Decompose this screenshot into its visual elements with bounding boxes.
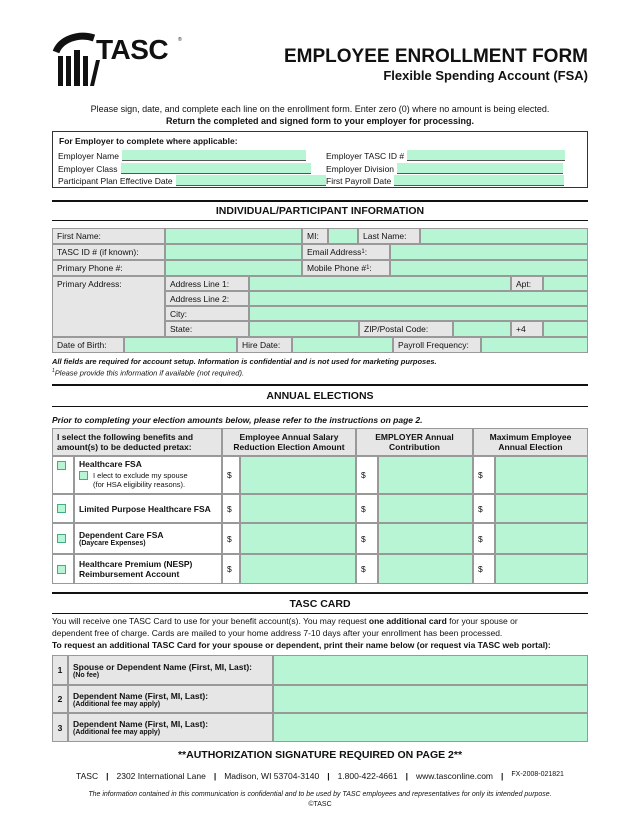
healthcare-fsa-employer-currency: $	[356, 456, 378, 494]
page-title: EMPLOYEE ENROLLMENT FORM	[284, 46, 588, 67]
card-text-2: dependent free of charge. Cards are mailed to your home address 7-10 days after your enrollment has been processed.	[52, 628, 503, 638]
nesp-checkbox[interactable]	[57, 565, 66, 574]
card-row-3-label: Dependent Name (First, MI, Last):	[73, 719, 209, 729]
healthcare-fsa-employee-amount[interactable]	[240, 456, 356, 494]
apt-label: Apt:	[511, 276, 543, 291]
col-employee-line2: Reduction Election Amount	[233, 442, 345, 452]
nesp-employer-currency: $	[356, 554, 378, 584]
dependent-care-maximum-currency: $	[473, 523, 495, 554]
col-benefits-line2: amount(s) to be deducted pretax:	[57, 442, 192, 452]
employer-heading: For Employer to complete where applicable:	[59, 136, 238, 146]
nesp-employee-currency: $	[222, 554, 240, 584]
employer-name-label: Employer Name	[58, 151, 119, 161]
dob-field[interactable]	[124, 337, 237, 353]
address-line1-field[interactable]	[249, 276, 511, 291]
card-row-2-label: Dependent Name (First, MI, Last):	[73, 690, 209, 701]
card-rule	[52, 592, 588, 594]
apt-field[interactable]	[543, 276, 588, 291]
state-field[interactable]	[249, 321, 359, 337]
dependent-care-label-cell	[74, 523, 222, 554]
employer-class-row	[58, 163, 311, 174]
employer-class-label: Employer Class	[58, 164, 118, 174]
address-line2-field[interactable]	[249, 291, 588, 306]
elections-col-maximum	[473, 428, 588, 456]
col-employee-line1: Employee Annual Salary	[239, 432, 339, 442]
employer-name-row	[58, 150, 306, 161]
employer-class-field[interactable]	[121, 163, 311, 174]
card-row-2-label-cell	[68, 685, 273, 713]
dependent-care-checkbox[interactable]	[57, 534, 66, 543]
address-line1-label: Address Line 1:	[165, 276, 249, 291]
healthcare-fsa-maximum-currency: $	[473, 456, 495, 494]
footer-address: 2302 International Lane	[116, 771, 206, 781]
exclude-spouse-checkbox[interactable]	[79, 471, 88, 480]
healthcare-fsa-label: Healthcare FSA	[79, 459, 142, 469]
first-payroll-date-row	[326, 175, 564, 186]
limited-fsa-label: Limited Purpose Healthcare FSA	[74, 494, 222, 523]
footer-phone: 1.800-422-4661	[337, 771, 398, 781]
first-payroll-date-label: First Payroll Date	[326, 176, 392, 186]
address-line2-label: Address Line 2:	[165, 291, 249, 306]
page-subtitle: Flexible Spending Account (FSA)	[383, 68, 588, 83]
dependent-care-label: Dependent Care FSA	[79, 530, 164, 540]
hire-date-field[interactable]	[292, 337, 393, 353]
nesp-employee-amount[interactable]	[240, 554, 356, 584]
col-employer-line2: Contribution	[389, 442, 440, 452]
limited-fsa-employer-currency: $	[356, 494, 378, 523]
card-text-1b: one additional card	[368, 616, 447, 626]
first-payroll-date-field[interactable]	[394, 175, 564, 186]
elections-rule	[52, 384, 588, 386]
card-row-3-label-cell	[68, 713, 273, 742]
city-field[interactable]	[249, 306, 588, 321]
elections-section-title: ANNUAL ELECTIONS	[266, 390, 374, 402]
nesp-sublabel: Reimbursement Account	[79, 569, 180, 579]
healthcare-fsa-employee-currency: $	[222, 456, 240, 494]
card-row-1-sublabel: (No fee)	[73, 671, 100, 679]
zip-label: ZIP/Postal Code:	[359, 321, 453, 337]
dependent-care-employee-amount[interactable]	[240, 523, 356, 554]
primary-phone-field[interactable]	[165, 260, 302, 276]
card-text-1c: for your spouse or	[446, 616, 518, 626]
col-maximum-line2: Annual Election	[498, 442, 563, 452]
exclude-spouse-text	[93, 471, 188, 489]
mi-label: MI:	[302, 228, 328, 244]
card-text-1a: You will receive one TASC Card to use for your benefit account(s). You may request	[52, 616, 369, 626]
elections-col-benefits	[52, 428, 222, 456]
signature-notice: **AUTHORIZATION SIGNATURE REQUIRED ON PAGE 2**	[177, 749, 463, 761]
plus4-label: +4	[511, 321, 543, 337]
card-row-1-label: Spouse or Dependent Name (First, MI, Last):	[73, 661, 252, 672]
plus4-field[interactable]	[543, 321, 588, 337]
elections-instruction: Prior to completing your election amounts below, please refer to the instructions on page 2.	[52, 415, 423, 425]
healthcare-fsa-employer-amount[interactable]	[378, 456, 473, 494]
exclude-spouse-line1: I elect to exclude my spouse	[93, 471, 188, 480]
dependent-care-employer-amount[interactable]	[378, 523, 473, 554]
limited-fsa-checkbox[interactable]	[57, 504, 66, 513]
footer-form-number: FX-2008-021821	[511, 771, 564, 778]
card-rule-bottom	[52, 613, 588, 614]
email-label: Email Address 1 :	[302, 244, 390, 260]
healthcare-fsa-label-cell	[74, 456, 222, 494]
hire-date-label: Hire Date:	[237, 337, 292, 353]
participant-note-optional-text: Please provide this information if available (not required).	[54, 368, 245, 378]
dependent-care-employee-currency: $	[222, 523, 240, 554]
limited-fsa-employer-amount[interactable]	[378, 494, 473, 523]
employer-division-field[interactable]	[397, 163, 563, 174]
participant-note-optional	[52, 368, 588, 378]
dependent-care-checkbox-cell	[52, 523, 74, 554]
card-row-1-field[interactable]	[273, 655, 588, 685]
healthcare-fsa-checkbox[interactable]	[57, 461, 66, 470]
employer-tasc-id-label: Employer TASC ID #	[326, 151, 405, 161]
dob-label: Date of Birth:	[52, 337, 124, 353]
last-name-field[interactable]	[420, 228, 588, 244]
mi-field[interactable]	[328, 228, 358, 244]
email-label-text: Email Address	[307, 247, 362, 257]
employer-tasc-id-field[interactable]	[407, 150, 565, 161]
card-row-2-field[interactable]	[273, 685, 588, 713]
last-name-label: Last Name:	[358, 228, 420, 244]
primary-phone-label: Primary Phone #:	[52, 260, 165, 276]
plan-effective-date-field[interactable]	[176, 175, 326, 186]
footer-copyright: ©TASC	[308, 801, 332, 808]
footer-web[interactable]: www.tasconline.com	[416, 771, 494, 781]
elections-col-employee	[222, 428, 356, 456]
city-label: City:	[165, 306, 249, 321]
elections-rule-bottom	[52, 406, 588, 407]
footer-contact: TASC | 2302 International Lane | Madison, WI 53704-3140 | 1.800-422-4661 | www.tasconline.com | FX-2008-021821	[76, 771, 564, 781]
first-name-field[interactable]	[165, 228, 302, 244]
logo-trademark: ®	[178, 37, 182, 43]
email-footnote-mark: 1	[361, 249, 365, 255]
col-benefits-line1: I select the following benefits and	[57, 432, 194, 442]
footer-city: Madison, WI 53704-3140	[224, 771, 320, 781]
nesp-maximum-amount[interactable]	[495, 554, 588, 584]
card-section-title: TASC CARD	[289, 598, 351, 610]
col-maximum-line1: Maximum Employee	[489, 432, 572, 442]
card-row-2-number: 2	[52, 685, 68, 713]
participant-rule	[52, 200, 588, 202]
footer-confidential: The information contained in this communication is confidential and to be used by TASC employees and representatives for only its intended purpose.	[88, 791, 552, 798]
healthcare-fsa-maximum-amount[interactable]	[495, 456, 588, 494]
card-row-2-sublabel: (Additional fee may apply)	[73, 700, 161, 708]
tasc-id-label: TASC ID # (if known):	[52, 244, 165, 260]
participant-section-title: INDIVIDUAL/PARTICIPANT INFORMATION	[215, 205, 425, 217]
limited-fsa-checkbox-cell	[52, 494, 74, 523]
card-text-1	[52, 616, 588, 626]
tasc-id-field[interactable]	[165, 244, 302, 260]
primary-address-label: Primary Address:	[52, 276, 165, 337]
intro-line-2: Return the completed and signed form to your employer for processing.	[165, 116, 475, 126]
nesp-employer-amount[interactable]	[378, 554, 473, 584]
card-row-3-sublabel: (Additional fee may apply)	[73, 729, 161, 736]
nesp-checkbox-cell	[52, 554, 74, 584]
dependent-care-employer-currency: $	[356, 523, 378, 554]
card-text-3: To request an additional TASC Card for your spouse or dependent, print their name below (or request via TASC web portal):	[52, 640, 551, 650]
nesp-label-cell	[74, 554, 222, 584]
employer-tasc-id-row	[326, 150, 565, 161]
elections-col-employer	[356, 428, 473, 456]
payroll-frequency-label: Payroll Frequency:	[393, 337, 481, 353]
card-row-3-number: 3	[52, 713, 68, 742]
logo-wordmark: TASC	[96, 34, 169, 65]
employer-name-field[interactable]	[122, 150, 306, 161]
nesp-label: Healthcare Premium (NESP)	[79, 559, 193, 569]
employer-division-row	[326, 163, 563, 174]
footer-company: TASC	[76, 771, 99, 781]
dependent-care-sublabel: (Daycare Expenses)	[79, 540, 146, 547]
zip-field[interactable]	[453, 321, 511, 337]
plan-effective-date-row	[58, 175, 326, 186]
limited-fsa-maximum-currency: $	[473, 494, 495, 523]
participant-note-required: All fields are required for account setup. Information is confidential and is not used for marketing purposes.	[52, 357, 437, 366]
mobile-phone-label: Mobile Phone # 1 :	[302, 260, 390, 276]
participant-rule-bottom	[52, 220, 588, 221]
state-label: State:	[165, 321, 249, 337]
limited-fsa-employee-amount[interactable]	[240, 494, 356, 523]
card-row-3-field[interactable]	[273, 713, 588, 742]
mobile-phone-field[interactable]	[390, 260, 588, 276]
mobile-footnote-mark: 1	[366, 265, 370, 271]
nesp-maximum-currency: $	[473, 554, 495, 584]
limited-fsa-maximum-amount[interactable]	[495, 494, 588, 523]
email-field[interactable]	[390, 244, 588, 260]
col-employer-line1: EMPLOYER Annual	[375, 432, 454, 442]
exclude-spouse-line2: (for HSA eligibility reasons).	[93, 480, 186, 489]
first-name-label: First Name:	[52, 228, 165, 244]
intro-line-1: Please sign, date, and complete each line on the enrollment form. Enter zero (0) where no amount is being elected.	[90, 104, 550, 114]
mobile-phone-label-text: Mobile Phone #	[307, 263, 367, 273]
plan-effective-date-label: Participant Plan Effective Date	[58, 176, 173, 186]
employer-division-label: Employer Division	[326, 164, 395, 174]
healthcare-fsa-checkbox-cell	[52, 456, 74, 494]
exclude-spouse-option	[79, 471, 188, 489]
card-row-1-number: 1	[52, 655, 68, 685]
limited-fsa-employee-currency: $	[222, 494, 240, 523]
payroll-frequency-field[interactable]	[481, 337, 588, 353]
note-footnote-mark: 1	[52, 368, 55, 374]
card-row-1-label-cell	[68, 655, 273, 685]
dependent-care-maximum-amount[interactable]	[495, 523, 588, 554]
